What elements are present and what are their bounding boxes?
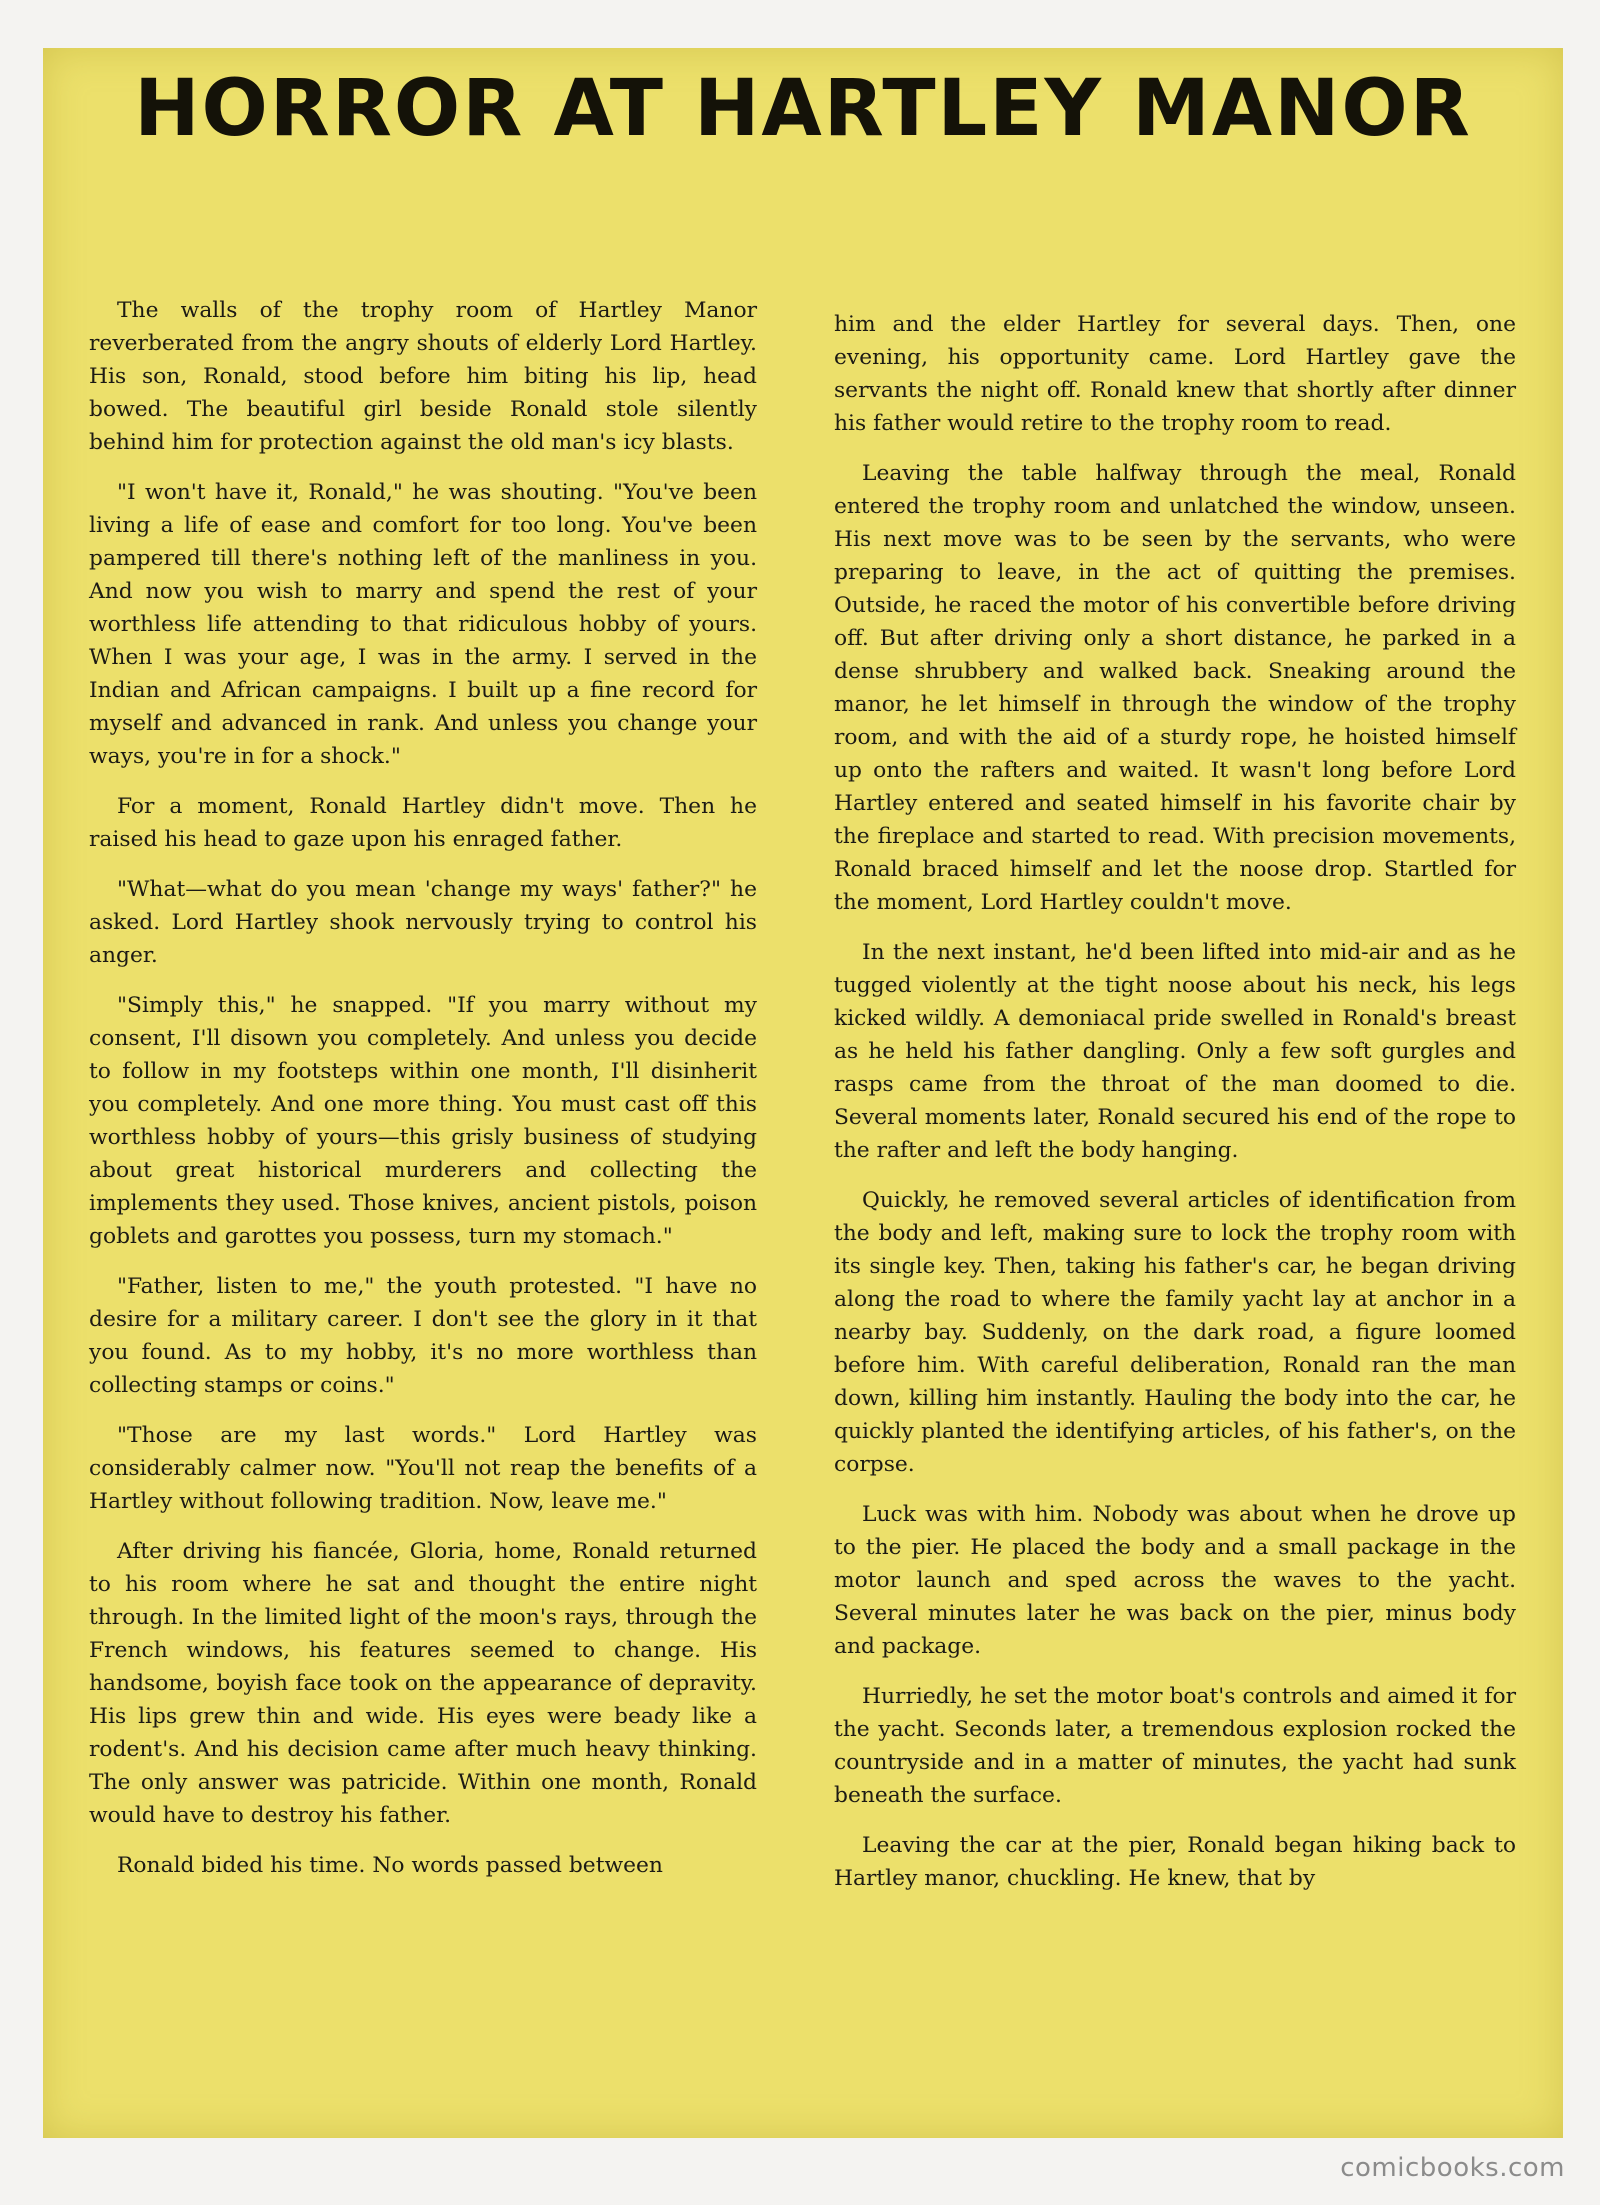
paragraph: Ronald bided his time. No words passed between xyxy=(117,1853,663,1878)
paragraph: Leaving the table halfway through the meal, Ronald entered the trophy room and unlatched the window, unseen. His next move was to be seen by the servants, who were preparing to leave, in the act of quitting the premises. Outside, he raced the motor of his convertible before driving off. But after driving only a short distance, he parked in a dense shrubbery and walked back. Sneaking around the manor, he let himself in through the window of the trophy room, and with the aid of a sturdy rope, he hoisted himself up onto the rafters and waited. It wasn't long before Lord Hartley entered and seated himself in his favorite chair by the fireplace and started to read. With precision movements, Ronald braced himself and let the noose drop. Startled for the moment, Lord Hartley couldn't move. xyxy=(834,461,1516,915)
watermark: comicbooks.com xyxy=(1340,2153,1565,2183)
paragraph: Quickly, he removed several articles of identification from the body and left, making sure to lock the trophy room with its single key. Then, taking his father's car, he began driving along the road to where the family yacht lay at anchor in a nearby bay. Suddenly, on the dark road, a figure loomed before him. With careful deliberation, Ronald ran the man down, killing him instantly. Hauling the body into the car, he quickly planted the identifying articles, of his father's, on the corpse. xyxy=(834,1188,1516,1477)
paragraph: The walls of the trophy room of Hartley Manor reverberated from the angry shouts of elderly Lord Hartley. His son, Ronald, stood before him biting his lip, head bowed. The beautiful girl beside Ronald stole silently behind him for protection against the old man's icy blasts. xyxy=(89,298,757,455)
paragraph: "Simply this," he snapped. "If you marry without my consent, I'll disown you completely. And unless you decide to follow in my footsteps within one month, I'll disinherit you completely. And one more thing. You must cast off this worthless hobby of yours—this grisly business of studying about great historical murderers and collecting the implements they used. Those knives, ancient pistols, poison goblets and garottes you possess, turn my stomach." xyxy=(89,993,757,1249)
paragraph: In the next instant, he'd been lifted into mid-air and as he tugged violently at the tight noose about his neck, his legs kicked wildly. A demoniacal pride swelled in Ronald's breast as he held his father dangling. Only a few soft gurgles and rasps came from the throat of the man doomed to die. Several moments later, Ronald secured his end of the rope to the rafter and left the body hanging. xyxy=(834,940,1516,1163)
paragraph: "Those are my last words." Lord Hartley was considerably calmer now. "You'll not reap the benefits of a Hartley without following tradition. Now, leave me." xyxy=(89,1423,757,1514)
left-column xyxy=(89,294,757,1899)
paragraph: "I won't have it, Ronald," he was shouting. "You've been living a life of ease and comfort for too long. You've been pampered till there's nothing left of the manliness in you. And now you wish to marry and spend the rest of your worthless life attending to that ridiculous hobby of yours. When I was your age, I was in the army. I served in the Indian and African campaigns. I built up a fine record for myself and advanced in rank. And unless you change your ways, you're in for a shock." xyxy=(89,480,757,769)
paragraph: Luck was with him. Nobody was about when he drove up to the pier. He placed the body and a small package in the motor launch and sped across the waves to the yacht. Several minutes later he was back on the pier, minus body and package. xyxy=(834,1502,1516,1659)
paragraph: "Father, listen to me," the youth protested. "I have no desire for a military career. I don't see the glory in it that you found. As to my hobby, it's no more worthless than collecting stamps or coins." xyxy=(89,1274,757,1398)
paragraph: After driving his fiancée, Gloria, home, Ronald returned to his room where he sat and thought the entire night through. In the limited light of the moon's rays, through the French windows, his features seemed to change. His handsome, boyish face took on the appearance of depravity. His lips grew thin and wide. His eyes were beady like a rodent's. And his decision came after much heavy thinking. The only answer was patricide. Within one month, Ronald would have to destroy his father. xyxy=(89,1539,757,1828)
paragraph: "What—what do you mean 'change my ways' father?" he asked. Lord Hartley shook nervously trying to control his anger. xyxy=(89,877,757,968)
paragraph: Hurriedly, he set the motor boat's controls and aimed it for the yacht. Seconds later, a tremendous explosion rocked the countryside and in a matter of minutes, the yacht had sunk beneath the surface. xyxy=(834,1684,1516,1808)
story-page xyxy=(43,48,1563,2138)
right-column xyxy=(834,308,1516,1912)
paragraph: For a moment, Ronald Hartley didn't move. Then he raised his head to gaze upon his enraged father. xyxy=(89,794,757,852)
story-title: HORROR AT HARTLEY MANOR xyxy=(134,64,1472,154)
paragraph: Leaving the car at the pier, Ronald began hiking back to Hartley manor, chuckling. He knew, that by xyxy=(834,1833,1516,1891)
paragraph-continued: him and the elder Hartley for several days. Then, one evening, his opportunity came. Lord Hartley gave the servants the night off. Ronald knew that shortly after dinner his father would retire to the trophy room to read. xyxy=(834,312,1516,436)
